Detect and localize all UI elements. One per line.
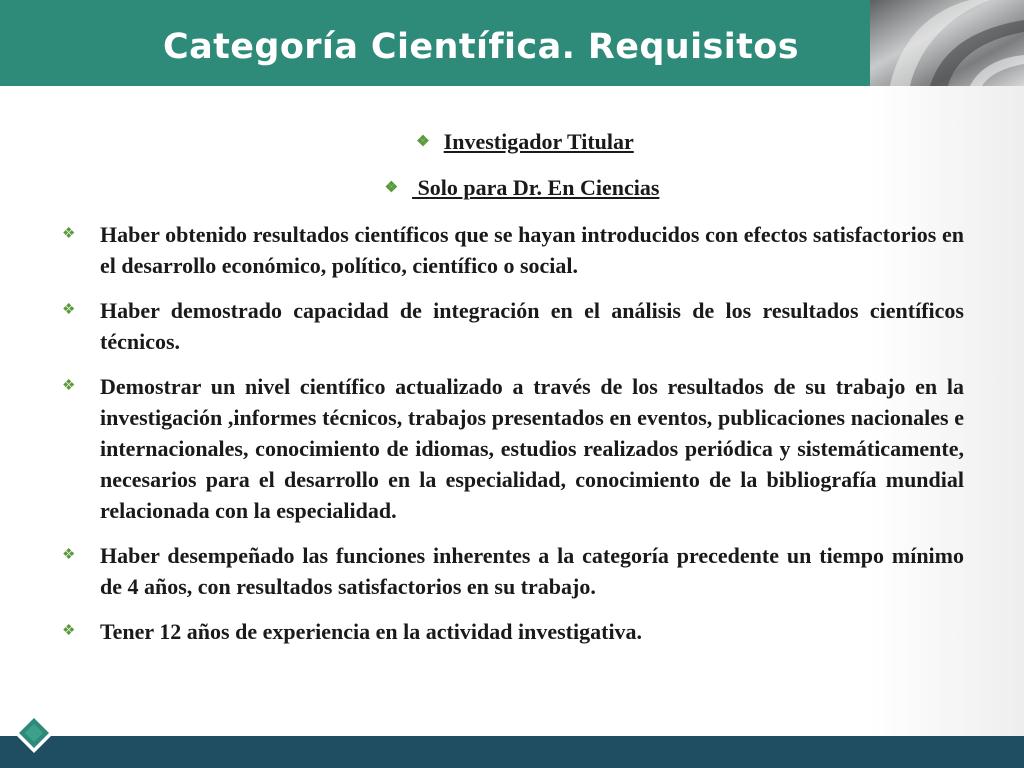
corner-decoration [870,0,1024,86]
heading-investigador-titular: ❖ Investigador Titular [416,129,634,154]
requirement-text: Demostrar un nivel científico actualizado a través de los resultados de su trabajo en la investigación ,informes técnicos, trabajos presentados en eventos, publicaciones nacionales e internacionales, conocimiento de idiomas, estudios realizados periódica y sistemáticamente, necesarios para el desarrollo en la especialidad, conocimiento de la bibliografía mundial relacionada con la especialidad. [100,374,964,523]
heading-solo-dr-ciencias: ❖ Solo para Dr. En Ciencias [384,175,660,200]
list-item [62,219,964,281]
requirements-list [62,219,964,661]
requirement-text: Tener 12 años de experiencia en la actividad investigativa. [100,619,643,644]
requirement-text: Haber desempeñado las funciones inherentes a la categoría precedente un tiempo mínimo de 4 años, con resultados satisfactorios en su trabajo. [100,543,964,599]
list-item [62,295,964,357]
four-diamond-bullet-icon: ❖ [416,134,430,150]
slide-title: Categoría Científica. Requisitos [163,27,799,67]
four-diamond-bullet-icon: ❖ [62,623,76,639]
four-diamond-bullet-icon: ❖ [384,180,399,196]
list-item [62,616,964,647]
diamond-logo-icon [13,712,55,754]
requirement-text: Haber obtenido resultados científicos que se hayan introducidos con efectos satisfactorios en el desarrollo económico, político, científico o social. [100,222,964,278]
four-diamond-bullet-icon: ❖ [62,547,76,563]
requirement-text: Haber demostrado capacidad de integración en el análisis de los resultados científicos técnicos. [100,298,964,354]
footer-band [0,736,1024,768]
list-item [62,540,964,602]
four-diamond-bullet-icon: ❖ [62,302,76,318]
four-diamond-bullet-icon: ❖ [62,226,76,242]
four-diamond-bullet-icon: ❖ [62,378,76,394]
list-item [62,371,964,526]
